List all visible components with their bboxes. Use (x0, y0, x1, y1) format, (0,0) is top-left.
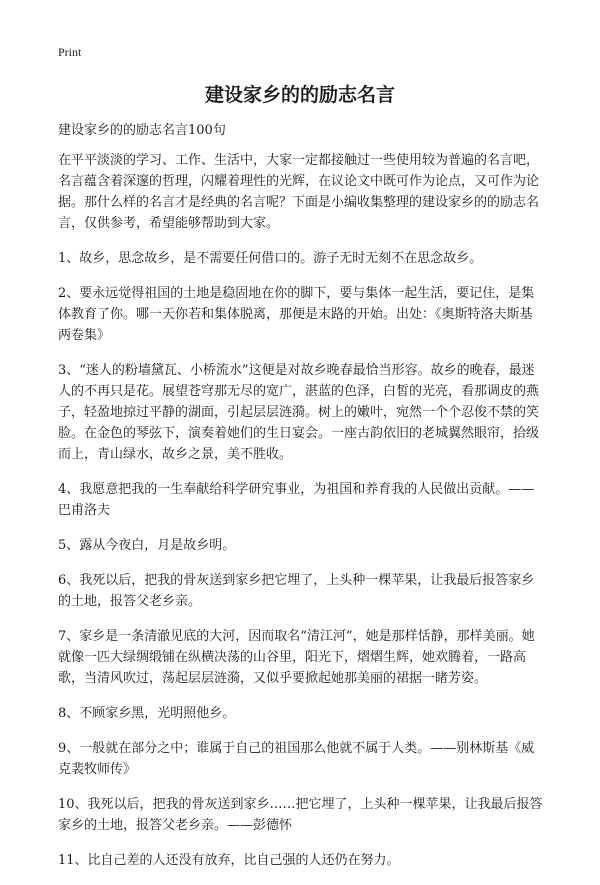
quote-item-10: 10、我死以后，把我的骨灰送到家乡……把它埋了，上头种一棵苹果，让我最后报答家乡的土地，报答父老乡亲。——彭德怀 (58, 797, 543, 833)
page-title: 建设家乡的的励志名言 (204, 84, 395, 106)
quote-item-11: 11、比自己差的人还没有放弃，比自己强的人还仍在努力。 (58, 853, 400, 868)
intro-paragraph: 在平平淡淡的学习、工作、生活中，大家一定都接触过一些使用较为普遍的名言吧，名言蕴含着深邃的哲理，闪耀着理性的光辉，在议论文中既可作为论点，又可作为论据。那什么样的名言才是经典的名言呢？下面是小编收集整理的建设家乡的的励志名言，仅供参考，希望能够帮助到大家。 (58, 153, 540, 231)
print-link[interactable]: Print (58, 45, 82, 59)
quote-item-4: 4、我愿意把我的一生奉献给科学研究事业，为祖国和养育我的人民做出贡献。——巴甫洛夫 (58, 482, 535, 518)
document-subtitle: 建设家乡的的励志名言100句 (58, 123, 226, 138)
quote-item-2: 2、要永远觉得祖国的土地是稳固地在你的脚下，要与集体一起生活，要记住，是集体教育了你。哪一天你若和集体脱离，那便是末路的开始。出处：《奥斯特洛夫斯基两卷集》 (58, 286, 535, 343)
quote-item-3: 3、“迷人的粉墙黛瓦、小桥流水”这便是对故乡晚春最恰当形容。故乡的晚春，最迷人的不再只是花。展望苍穹那无尽的宽广，湛蓝的色泽，白皙的光亮，看那调皮的燕子，轻盈地掠过平静的湖面，引起层层涟漪。树上的嫩叶，宛然一个个忍俊不禁的笑脸。在金色的琴弦下，演奏着她们的生日宴会。一座古韵依旧的老城翼然眼帘，拾级而上，青山绿水，故乡之景，美不胜收。 (58, 363, 540, 462)
document-body (58, 120, 544, 885)
quote-item-1: 1、故乡，思念故乡，是不需要任何借口的。游子无时无刻不在思念故乡。 (58, 251, 483, 266)
quote-item-6: 6、我死以后，把我的骨灰送到家乡把它埋了，上头种一棵苹果，让我最后报答家乡的土地，报答父老乡亲。 (58, 573, 535, 609)
quote-item-9: 9、一般就在部分之中；谁属于自己的祖国那么他就不属于人类。——别林斯基《威克裴牧师传》 (58, 741, 535, 777)
quote-item-8: 8、不顾家乡黑，光明照他乡。 (58, 706, 236, 721)
quote-item-5: 5、露从今夜白，月是故乡明。 (58, 538, 236, 553)
quote-item-7: 7、家乡是一条清澈见底的大河，因而取名“清江河”，她是那样恬静，那样美丽。她就像一匹大绿绸缎铺在纵横决荡的山谷里，阳光下，熠熠生辉，她欢腾着，一路高歌，当清风吹过，荡起层层涟漪，又似乎要掀起她那美丽的裙据一睹芳姿。 (58, 629, 535, 686)
